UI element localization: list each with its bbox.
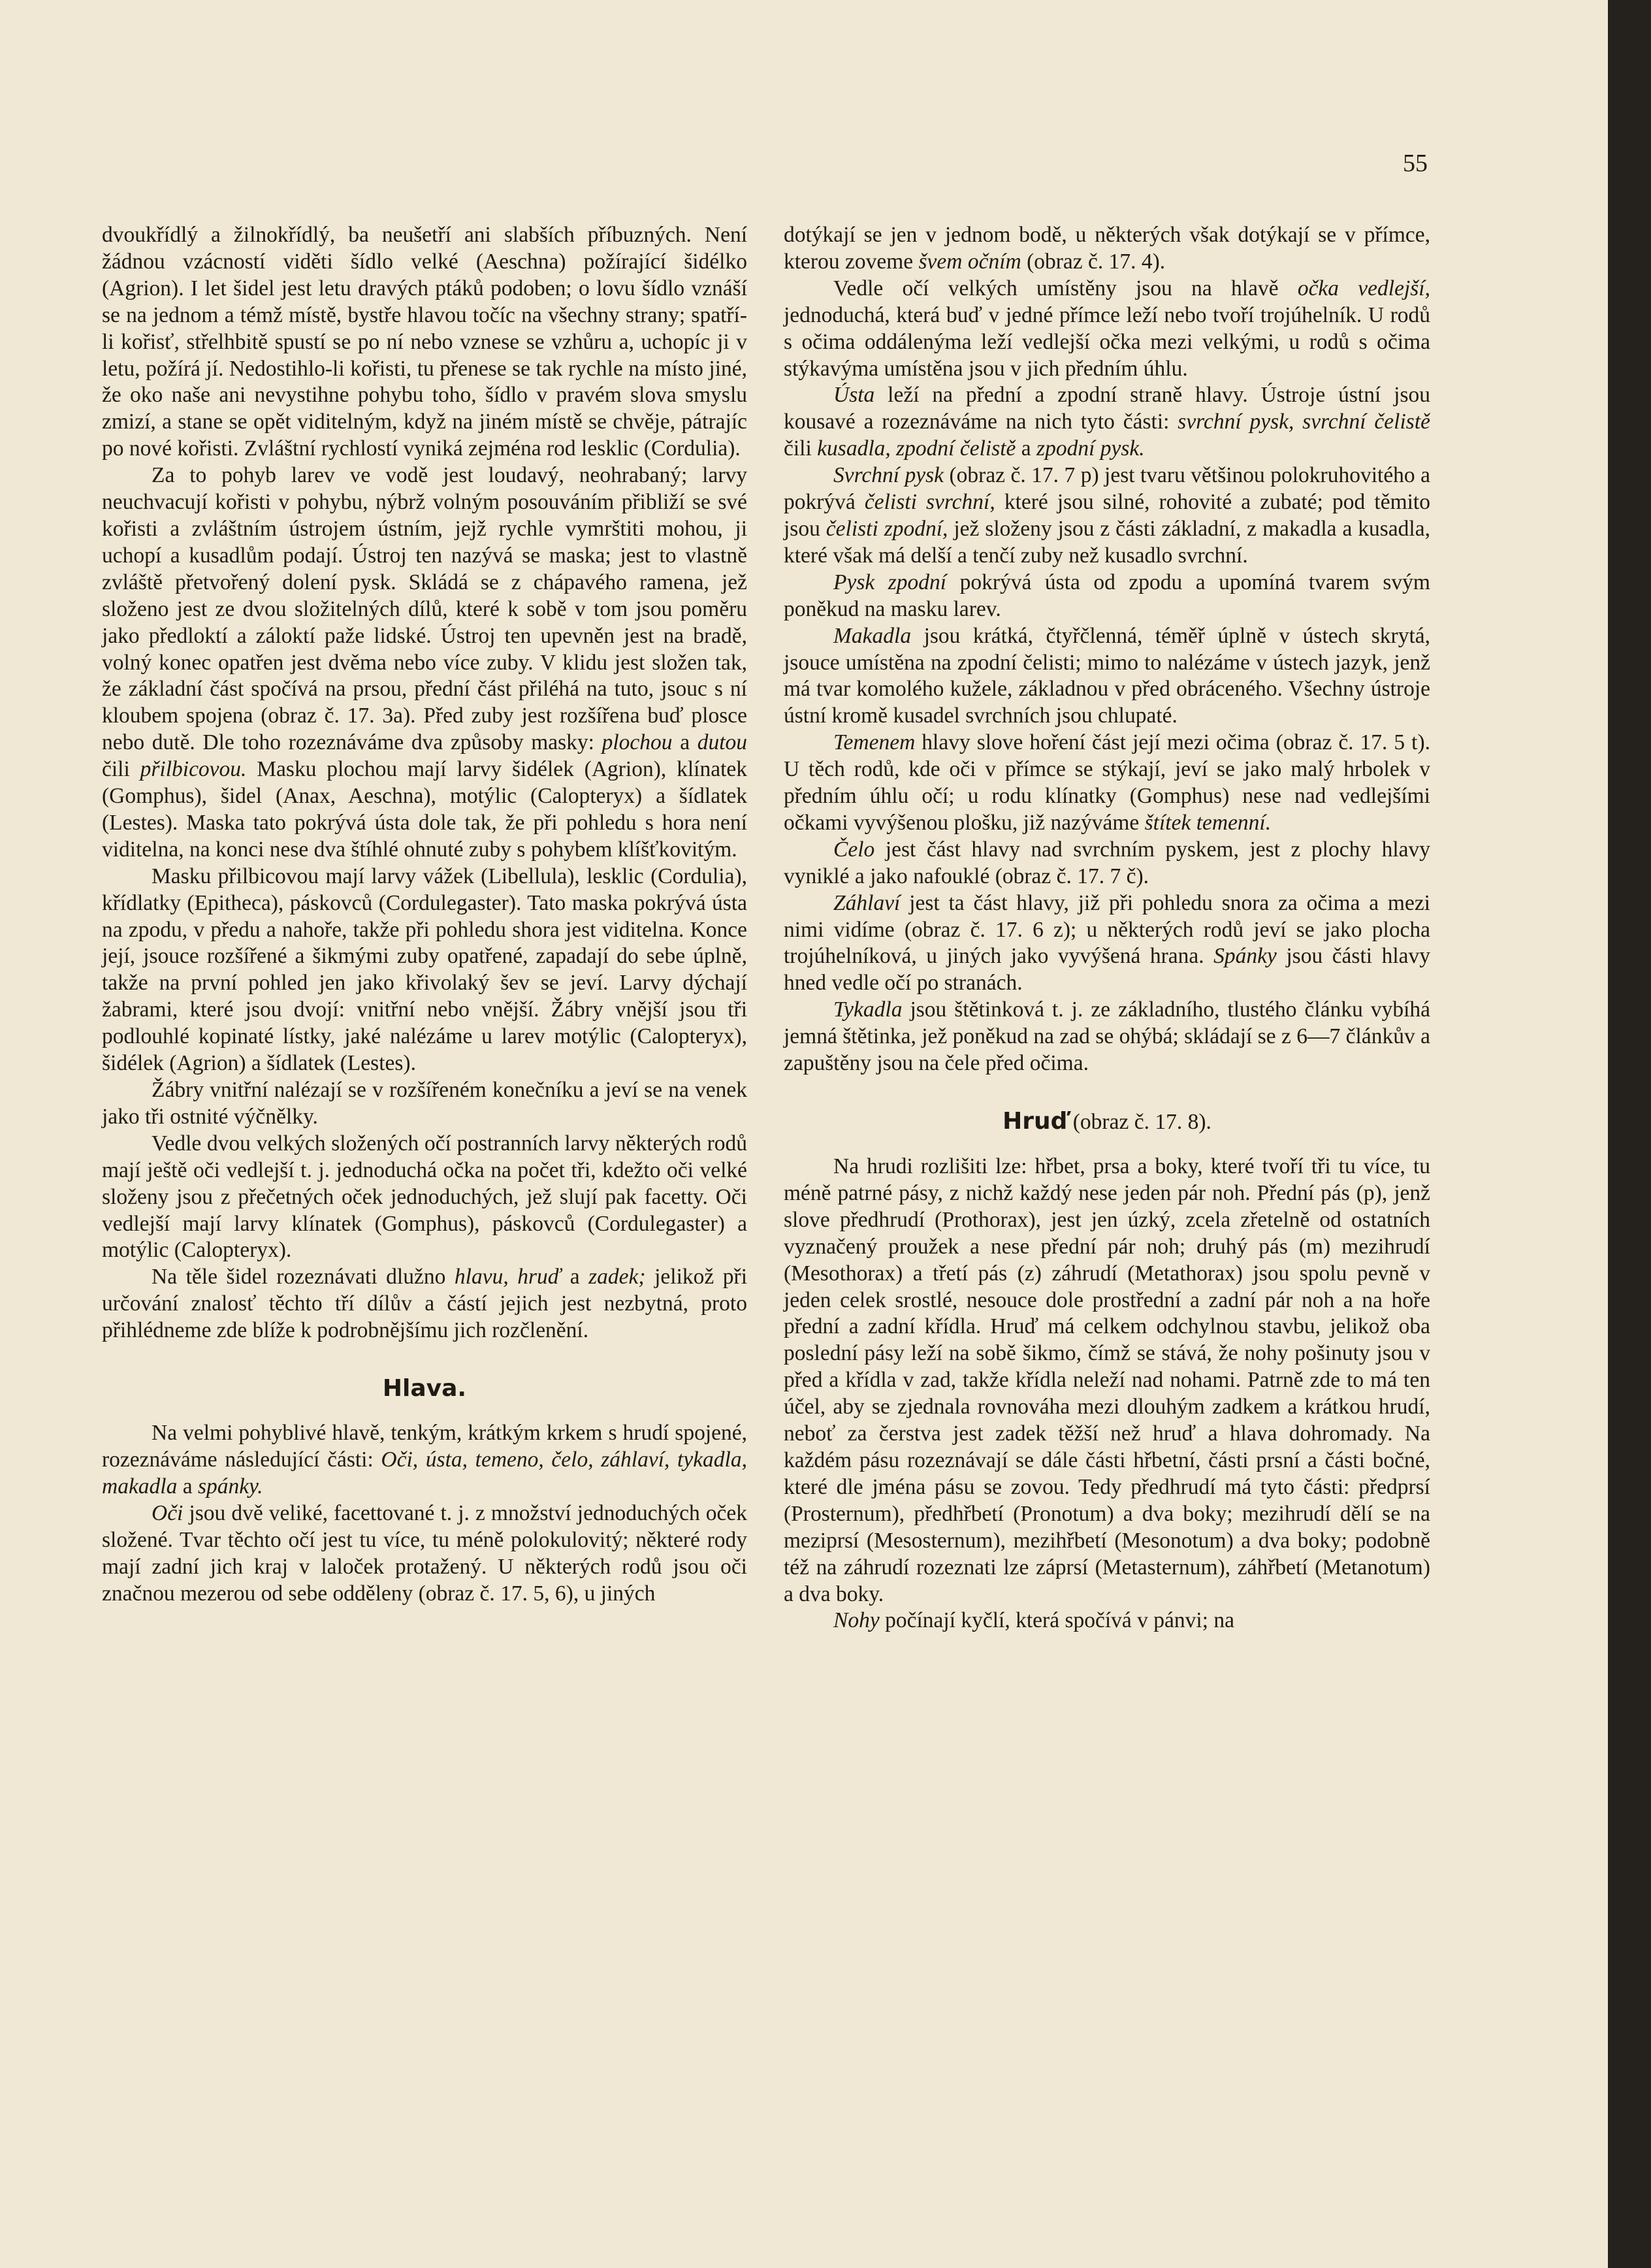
right-column <box>784 222 1430 1634</box>
paragraph: Masku přilbicovou mají larvy vážek (Libellula), lesklic (Cordulia), křídlatky (Epitheca), páskovců (Cordulegaster). Tato maska pokrývá ústa na zpodu, v předu a nahoře, takže při pohledu shora jest viditelna. Konce její, jsouce rozšířené a šikmými zuby opatřené, zapadají do sebe úplně, takže na první pohled jen jako křivolaký šev se jeví. Larvy dýchají žabrami, které jsou dvojí: vnitřní nebo vnější. Žábry vnější jsou tři podlouhlé kopinaté lístky, jaké nalézáme u larev motýlic (Calopteryx), šidélek (Agrion) a šídlatek (Lestes). <box>102 864 747 1076</box>
page-number: 55 <box>1403 150 1428 177</box>
left-column <box>102 222 747 1607</box>
paragraph: Čelo jest část hlavy nad svrchním pyskem, jest z plochy hlavy vyniklé a jako nafouklé (obraz č. 17. 7 č). <box>784 837 1430 888</box>
paragraph: Ústa leží na přední a zpodní straně hlavy. Ústroje ústní jsou kousavé a rozeznáváme na nich tyto části: svrchní pysk, svrchní čelistě čili kusadla, zpodní čelistě a zpodní pysk. <box>784 383 1431 461</box>
section-heading-hlava: Hlava. <box>382 1375 467 1402</box>
section-heading-hrud: Hruď (obraz č. 17. 8). <box>1002 1108 1211 1135</box>
paragraph: Makadla jsou krátká, čtyřčlenná, téměř úplně v ústech skrytá, jsouce umístěna na zpodní čelisti; mimo to nalézáme v ústech jazyk, jenž má tvar komolého kužele, základnou v před obráceného. Všechny ústroje ústní kromě kusadel svrchních jsou chlupaté. <box>784 623 1430 728</box>
paragraph: Na těle šidel rozeznávati dlužno hlavu, hruď a zadek; jelikož při určování znalosť těchto tří dílův a částí jejich jest nezbytná, proto přihlédneme zde blíže k podrobnějšímu jich rozčlenění. <box>102 1265 748 1343</box>
paragraph: Na velmi pohyblivé hlavě, tenkým, krátkým krkem s hrudí spojené, rozeznáváme následující části: Oči, ústa, temeno, čelo, záhlaví, tykadla, makadla a spánky. <box>102 1421 747 1498</box>
paragraph: dvoukřídlý a žilnokřídlý, ba neušetří ani slabších příbuzných. Není žádnou vzácností viděti šídlo velké (Aeschna) požírající šidélko (Agrion). I let šidel jest letu dravých ptáků podoben; o lovu šídlo vznáší se na jednom a témž místě, bystře hlavou točíc na všechny strany; spatří-li kořisť, střelhbitě spustí se po ní nebo vznese se vzhůru a, uchopíc ji v letu, požírá jí. Nedostihlo-li kořisti, tu přenese se tak rychle na místo jiné, že oko naše ani nevystihne pohybu toho, šídlo v pravém slova smyslu zmizí, a stane se opět viditelným, když na jiném místě se chvěje, pátrajíc po nové kořisti. Zvláštní rychlostí vyniká zejména rod lesklic (Cordulia). <box>102 223 747 461</box>
paragraph: Záhlaví jest ta část hlavy, již při pohledu snora za očima a mezi nimi vidíme (obraz č. 17. 6 z); u některých rodů jeví se jako plocha trojúhelníková, u jiných jako vyvýšená hrana. Spánky jsou části hlavy hned vedle očí po stranách. <box>784 890 1430 996</box>
paragraph: Za to pohyb larev ve vodě jest loudavý, neohrabaný; larvy neuchvacují kořisti v pohybu, nýbrž volným posouváním přibliží se své kořisti a zvláštním ústrojem ústním, jejž rychle vymrštiti mohou, ji uchopí a kusadlům podají. Ústroj ten nazývá se maska; jest to vlastně zvláště přetvořený dolení pysk. Skládá se z chápavého ramena, jež složeno jest ze dvou složitelných dílů, které k sobě v tom jsou poměru jako předloktí a záloktí paže lidské. Ústroj ten upevněn jest na bradě, volný konec opatřen jest dvěma nebo více zuby. V klidu jest složen tak, že základní část spočívá na prsou, přední část přiléhá na tuto, jsouc s ní kloubem spojena (obraz č. 17. 3a). Před zuby jest rozšířena buď plosce nebo dutě. Dle toho rozeznáváme dva způsoby masky: plochou a dutou čili přilbicovou. Masku plochou mají larvy šidélek (Agrion), klínatek (Gomphus), šidel (Anax, Aeschna), motýlic (Calopteryx) a šídlatek (Lestes). Maska tato pokrývá ústa dole tak, že při pohledu s hora není viditelna, na konci nese dva štíhlé ohnuté zuby s pohybem klíšťkovitým. <box>102 463 748 862</box>
paragraph: Svrchní pysk (obraz č. 17. 7 p) jest tvaru většinou polokruhovitého a pokrývá čelisti svrchní, které jsou silné, rohovité a zubaté; pod těmito jsou čelisti zpodní, jež složeny jsou z části základní, z makadla a kusadla, které však má delší a tenčí zuby než kusadlo svrchní. <box>784 463 1430 568</box>
paragraph: Tykadla jsou štětinková t. j. ze základního, tlustého článku vybíhá jemná štětinka, jež poněkud na zad se ohýbá; skládají se z 6—7 článkův a zapuštěny jsou na čele před očima. <box>784 997 1430 1076</box>
paragraph: Pysk zpodní pokrývá ústa od zpodu a upomíná tvarem svým poněkud na masku larev. <box>784 570 1430 621</box>
paragraph: Vedle dvou velkých složených očí postranních larvy některých rodů mají ještě oči vedlejší t. j. jednoduchá očka na počet tři, kdežto oči velké složeny jsou z přečetných oček jednoduchých, jež slují pak facetty. Oči vedlejší mají larvy klínatek (Gomphus), páskovců (Cordulegaster) a motýlic (Calopteryx). <box>102 1131 747 1263</box>
paragraph: Na hrudi rozlišiti lze: hřbet, prsa a boky, které tvoří tři tu více, tu méně patrné pásy, z nichž každý nese jeden pár noh. Přední pás (p), jenž slove předhrudí (Prothorax), jest jen úzký, zcela zřetelně od ostatních vyznačený proužek a nese přední pár noh; druhý pás (m) mezihrudí (Mesothorax) a třetí pás (z) záhrudí (Metathorax) jsou spolu pevně v jeden celek srostlé, nesouce dole prostřední a zadní pár noh a na hoře přední a zadní křídla. Hruď má celkem odchylnou stavbu, jelikož oba poslední pásy leží na sobě šikmo, čímž se stává, že nohy pošinuty jsou v před a křídla v zad, takže křídla neleží nad nohami. Patrně zde to má ten účel, aby se zjednala rovnováha mezi dlouhým zadkem a krátkou hrudí, neboť za čerstva jest zadek těžší než hruď a hlava dohromady. Na každém pásu rozeznávají se dále části hřbetní, části prsní a části bočné, které dle jména pásu se zovou. Tedy předhrudí má tyto části: předprsí (Prosternum), předhřbetí (Pronotum) a dva boky; mezihrudí dělí se na meziprsí (Mesosternum), mezihřbetí (Mesonotum) a dva boky; podobně též na záhrudí rozeznati lze záprsí (Metasternum), záhřbetí (Metanotum) a dva boky. <box>784 1154 1430 1606</box>
paragraph: Žábry vnitřní nalézají se v rozšířeném konečníku a jeví se na venek jako tři ostnité výčnělky. <box>102 1078 747 1129</box>
paragraph: Vedle očí velkých umístěny jsou na hlavě očka vedlejší, jednoduchá, která buď v jedné přímce leží nebo tvoří trojúhelník. U rodů s očima oddálenýma leží vedlejší očka mezi velkými, u rodů s očima stýkavýma umístěna jsou v jich předním úhlu. <box>784 276 1430 381</box>
paragraph: Oči jsou dvě veliké, facettované t. j. z množství jednoduchých oček složené. Tvar těchto očí jest tu více, tu méně polokulovitý; některé rody mají zadní jich kraj v laloček protažený. U některých rodů jsou oči značnou mezerou od sebe odděleny (obraz č. 17. 5, 6), u jiných <box>102 1500 747 1606</box>
paragraph: Temenem hlavy slove hoření část její mezi očima (obraz č. 17. 5 t). U těch rodů, kde oči v přímce se stýkají, jeví se jako malý hrbolek v předním úhlu očí; u rodu klínatky (Gomphus) nese nad vedlejšími očkami vyvýšenou plošku, již nazýváme štítek temenní. <box>784 730 1430 835</box>
paragraph: Nohy počínají kyčlí, která spočívá v pánvi; na <box>833 1608 1234 1633</box>
paragraph: dotýkají se jen v jednom bodě, u některých však dotýkají se v přímce, kterou zoveme švem očním (obraz č. 17. 4). <box>784 223 1430 274</box>
